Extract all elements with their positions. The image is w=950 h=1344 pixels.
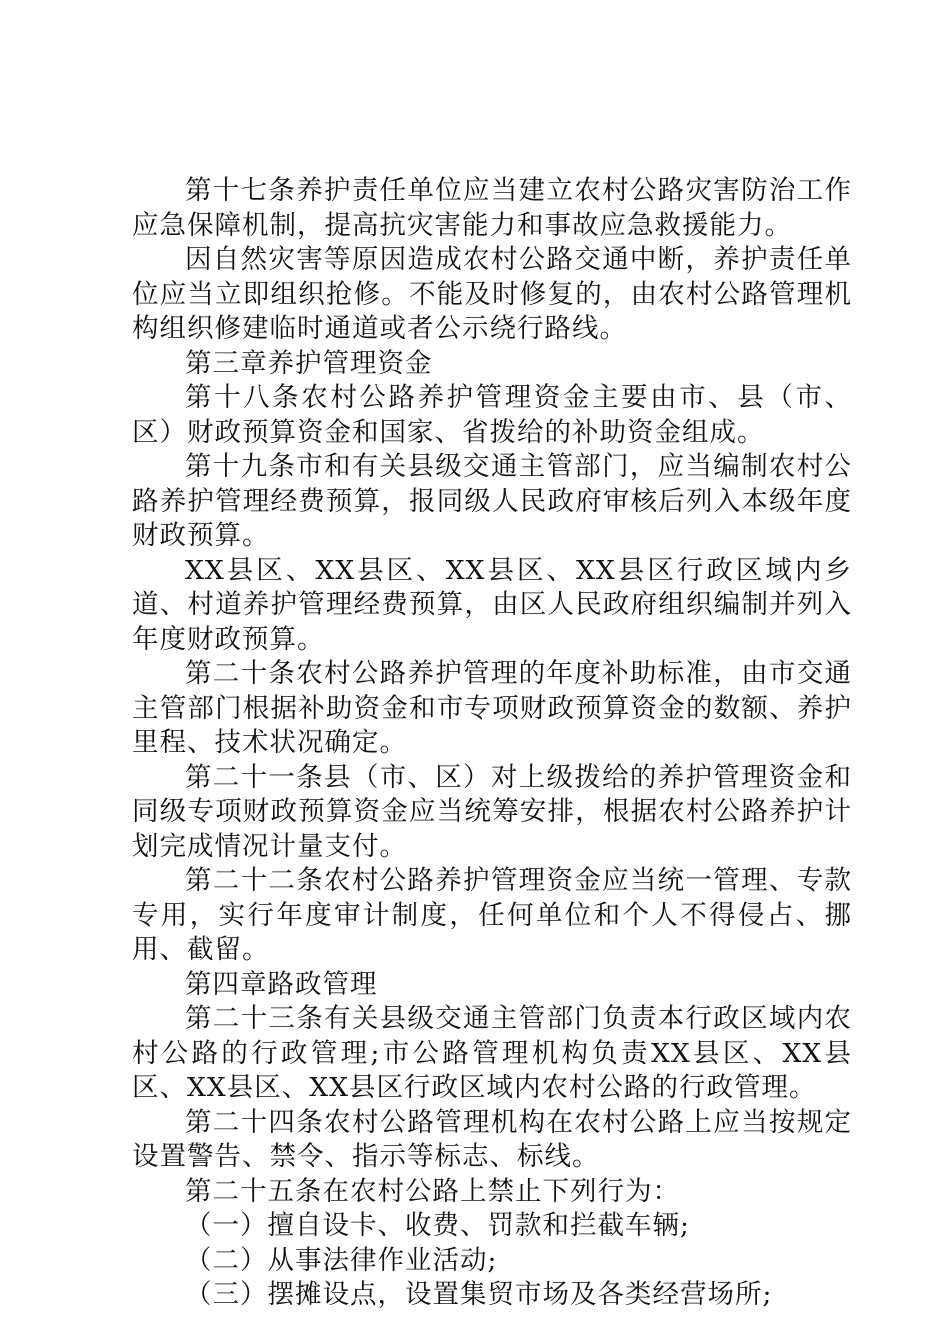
district-budget-paragraph: XX县区、XX县区、XX县区、XX县区行政区域内乡道、村道养护管理经费预算，由区人民政府组织编制并列入年度财政预算。 [132,554,852,655]
document-body [132,174,852,1313]
article-24-paragraph: 第二十四条农村公路管理机构在农村公路上应当按规定设置警告、禁令、指示等标志、标线。 [132,1106,852,1172]
article-21-paragraph: 第二十一条县（市、区）对上级拨给的养护管理资金和同级专项财政预算资金应当统筹安排，根据农村公路养护计划完成情况计量支付。 [132,761,852,862]
article-23-paragraph: 第二十三条有关县级交通主管部门负责本行政区域内农村公路的行政管理;市公路管理机构负责XX县区、XX县区、XX县区、XX县区行政区域内农村公路的行政管理。 [132,1003,852,1103]
prohibited-item-1: （一）擅自设卡、收费、罚款和拦截车辆; [185,1210,690,1241]
prohibited-item-3: （三）摆摊设点，设置集贸市场及各类经营场所; [185,1279,773,1310]
disaster-repair-paragraph: 因自然灾害等原因造成农村公路交通中断，养护责任单位应当立即组织抢修。不能及时修复的，由农村公路管理机构组织修建临时通道或者公示绕行路线。 [132,244,852,344]
chapter-4-heading: 第四章路政管理 [185,968,378,1000]
article-19-paragraph: 第十九条市和有关县级交通主管部门，应当编制农村公路养护管理经费预算，报同级人民政府审核后列入本级年度财政预算。 [132,451,852,551]
article-25-paragraph: 第二十五条在农村公路上禁止下列行为： [185,1175,680,1207]
article-22-paragraph: 第二十二条农村公路养护管理资金应当统一管理、专款专用，实行年度审计制度，任何单位和个人不得侵占、挪用、截留。 [132,865,852,965]
article-17-paragraph: 第十七条养护责任单位应当建立农村公路灾害防治工作应急保障机制，提高抗灾害能力和事故应急救援能力。 [132,175,852,241]
article-18-paragraph: 第十八条农村公路养护管理资金主要由市、县（市、区）财政预算资金和国家、省拨给的补助资金组成。 [132,382,852,448]
prohibited-item-2: （二）从事法律作业活动; [185,1244,498,1276]
chapter-3-heading: 第三章养护管理资金 [185,347,433,379]
article-20-paragraph: 第二十条农村公路养护管理的年度补助标准，由市交通主管部门根据补助资金和市专项财政预算资金的数额、养护里程、技术状况确定。 [132,658,852,758]
